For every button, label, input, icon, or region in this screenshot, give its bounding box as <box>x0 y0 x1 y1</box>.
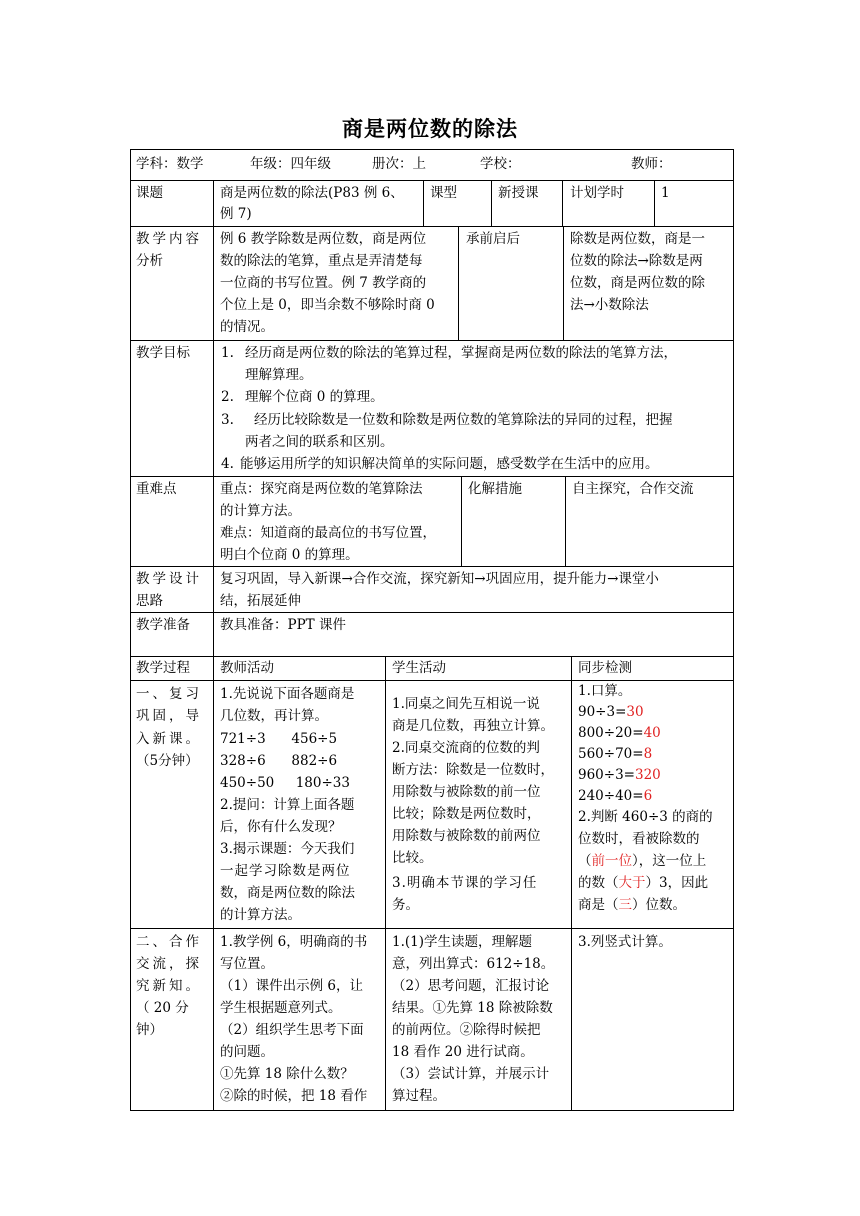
teacher-activity: ①先算 18 除什么数？ <box>220 1066 354 1082</box>
col-divider <box>654 180 655 226</box>
difficulty-text: 明白个位商 0 的算理。 <box>220 547 359 563</box>
teacher-activity: 721÷3 456÷5 <box>220 731 338 747</box>
stage-text: 巩固，导 <box>136 708 202 724</box>
analysis-label: 教学内容 <box>136 231 202 247</box>
difficulty-text: 的计算方法。 <box>220 503 301 519</box>
teacher-activity: 写位置。 <box>220 956 274 972</box>
judge-text: （前一位），这一位上 <box>578 853 707 869</box>
teacher-activity: 1.教学例 6，明确商的书 <box>220 934 368 950</box>
student-activity: 结果。①先算 18 除被除数 <box>392 1000 553 1016</box>
hours-value: 1 <box>661 185 670 201</box>
teacher-activity: 的计算方法。 <box>220 907 301 923</box>
row-divider <box>130 928 734 929</box>
teacher-activity: 450÷50 180÷33 <box>220 775 350 791</box>
analysis-text: 的情况。 <box>220 319 274 335</box>
stage-text: 入新课。 <box>136 731 202 747</box>
link-text: 除数是两位数，商是一 <box>570 231 705 247</box>
student-activity: 的前两位。②除得时候把 <box>392 1022 541 1038</box>
process-header: 教学过程 <box>136 660 190 676</box>
goal-number: 1. <box>221 345 234 361</box>
teacher-activity: （2）组织学生思考下面 <box>220 1022 364 1038</box>
col-divider <box>461 476 462 566</box>
judge-text: 的数（大于）3，因此 <box>578 875 709 891</box>
goal-text: 两者之间的联系和区别。 <box>245 434 394 450</box>
analysis-text: 数的除法的笔算，重点是弄清楚每 <box>220 253 423 269</box>
teacher-activity: 数，商是两位数的除法 <box>220 885 355 901</box>
link-text: 位数的除法→除数是两 <box>570 253 703 269</box>
calc-answer: 320 <box>634 767 661 783</box>
student-activity: 比较。 <box>392 850 433 866</box>
teacher-activity: 1.先说说下面各题商是 <box>220 686 355 702</box>
stage-text: 究新知。 <box>136 978 202 994</box>
student-activity: 18 看作 20 进行试商。 <box>392 1044 534 1060</box>
row-divider <box>130 226 734 227</box>
page-title: 商是两位数的除法 <box>342 116 518 141</box>
teacher-field: 教师： <box>631 156 672 172</box>
row-divider <box>130 476 734 477</box>
analysis-label: 分析 <box>136 253 163 269</box>
goal-text: 经历比较除数是一位数和除数是两位数的笔算除法的异同的过程，把握 <box>254 412 673 428</box>
calc-item <box>578 785 652 807</box>
calc-item <box>578 743 652 765</box>
student-activity: （2）思考问题，汇报讨论 <box>392 978 550 994</box>
process-header: 同步检测 <box>578 660 632 676</box>
student-activity: 算过程。 <box>392 1088 446 1104</box>
design-label: 教学设计 <box>136 571 202 587</box>
student-activity: 1.同桌之间先互相说一说 <box>392 696 540 712</box>
student-activity: 意，列出算式：612÷18。 <box>392 956 555 972</box>
difficulty-label: 重难点 <box>136 481 177 497</box>
answer-three: 三 <box>618 897 632 913</box>
col-divider <box>491 180 492 226</box>
goal-number: 4. <box>221 456 234 472</box>
goals-label: 教学目标 <box>136 345 190 361</box>
stage-text: 钟） <box>136 1022 163 1038</box>
col-divider <box>423 180 424 226</box>
goal-number: 2. <box>221 389 234 405</box>
calc-answer: 8 <box>643 746 653 762</box>
design-text: 结，拓展延伸 <box>220 593 301 609</box>
col-divider <box>563 226 564 340</box>
stage-text: 一、复习 <box>136 686 202 702</box>
prep-text: 教具准备：PPT 课件 <box>220 617 346 633</box>
row-divider <box>130 340 734 341</box>
teacher-activity: 学生根据题意列式。 <box>220 1000 342 1016</box>
row-divider <box>130 680 734 681</box>
teacher-activity: ②除的时候，把 18 看作 <box>220 1088 368 1104</box>
calc-expr: 240÷40= <box>578 788 644 804</box>
student-activity: 用除数与被除数的前两位 <box>392 828 541 844</box>
student-activity: 2.同桌交流商的位数的判 <box>392 740 540 756</box>
student-activity: 3.明确本节课的学习任 <box>392 875 538 891</box>
type-value: 新授课 <box>498 185 539 201</box>
teacher-activity: 后，你有什么发现？ <box>220 819 342 835</box>
measure-value: 自主探究，合作交流 <box>572 481 694 497</box>
subject-field: 学科：数学 <box>136 156 204 172</box>
analysis-text: 例 6 教学除数是两位数，商是两位 <box>220 231 427 247</box>
col-divider <box>565 476 566 566</box>
topic-label: 课题 <box>136 185 163 201</box>
check-title: 1.口算。 <box>578 683 632 699</box>
goal-text: 理解个位商 0 的算理。 <box>245 389 384 405</box>
analysis-text: 一位商的书写位置。例 7 教学商的 <box>220 275 427 291</box>
calc-item <box>578 701 644 723</box>
student-activity: 1.(1)学生读题，理解题 <box>392 934 533 950</box>
topic-value: 例 7) <box>220 206 252 222</box>
teacher-activity: 3.揭示课题：今天我们 <box>220 841 355 857</box>
col-divider <box>562 180 563 226</box>
calc-item <box>578 764 661 786</box>
design-text: 复习巩固，导入新课→合作交流，探究新知→巩固应用，提升能力→课堂小 <box>220 571 659 587</box>
col-divider <box>213 180 214 1111</box>
school-field: 学校： <box>480 156 521 172</box>
check-text: 3.列竖式计算。 <box>578 934 672 950</box>
calc-expr: 960÷3= <box>578 767 635 783</box>
student-activity: 商是几位数，再独立计算。 <box>392 718 554 734</box>
calc-answer: 40 <box>643 725 661 741</box>
process-header: 学生活动 <box>392 660 446 676</box>
answer-first-digit: 前一位 <box>591 853 632 869</box>
calc-expr: 800÷20= <box>578 725 644 741</box>
topic-value: 商是两位数的除法(P83 例 6、 <box>220 185 404 201</box>
judge-text: 商是（三）位数。 <box>578 897 686 913</box>
calc-answer: 30 <box>626 704 644 720</box>
difficulty-text: 重点：探究商是两位数的笔算除法 <box>220 481 423 497</box>
col-divider <box>385 656 386 1111</box>
goal-text: 能够运用所学的知识解决简单的实际问题，感受数学在生活中的应用。 <box>240 456 659 472</box>
difficulty-text: 难点：知道商的最高位的书写位置， <box>220 525 436 541</box>
answer-greater: 大于 <box>618 875 646 891</box>
calc-answer: 6 <box>643 788 653 804</box>
teacher-activity: 一起学习除数是两位 <box>220 863 351 879</box>
teacher-activity: 几位数，再计算。 <box>220 708 328 724</box>
col-divider <box>458 226 459 340</box>
volume-field: 册次：上 <box>372 156 426 172</box>
judge-text: 位数时，看被除数的 <box>578 831 700 847</box>
teacher-activity: 2.提问：计算上面各题 <box>220 797 355 813</box>
teacher-activity: 328÷6 882÷6 <box>220 753 338 769</box>
calc-item <box>578 722 661 744</box>
judge-text: 2.判断 460÷3 的商的 <box>578 809 713 825</box>
student-activity: 务。 <box>392 897 419 913</box>
analysis-text: 个位上是 0，即当余数不够除时商 0 <box>220 297 435 313</box>
goal-text: 经历商是两位数的除法的笔算过程，掌握商是两位数的除法的笔算方法， <box>245 345 677 361</box>
stage-text: 二、合作 <box>136 934 202 950</box>
student-activity: 比较；除数是两位数时， <box>392 806 541 822</box>
hours-label: 计划学时 <box>570 185 624 201</box>
measure-label: 化解措施 <box>468 481 522 497</box>
type-label: 课型 <box>430 185 457 201</box>
prep-label: 教学准备 <box>136 617 190 633</box>
student-activity: （3）尝试计算，并展示计 <box>392 1066 550 1082</box>
teacher-activity: 的问题。 <box>220 1044 274 1060</box>
row-divider <box>130 566 734 567</box>
goal-number: 3. <box>221 412 234 428</box>
calc-expr: 90÷3= <box>578 704 627 720</box>
grade-field: 年级：四年级 <box>250 156 331 172</box>
goal-text: 理解算理。 <box>245 367 313 383</box>
teacher-activity: （1）课件出示例 6，让 <box>220 978 363 994</box>
student-activity: 用除数与被除数的前一位 <box>392 784 541 800</box>
row-divider <box>130 180 734 181</box>
stage-text: 交流，探 <box>136 956 202 972</box>
calc-expr: 560÷70= <box>578 746 644 762</box>
design-label: 思路 <box>136 593 163 609</box>
col-divider <box>571 656 572 1111</box>
stage-text: （5分钟） <box>136 753 199 769</box>
process-header: 教师活动 <box>220 660 274 676</box>
link-text: 法→小数除法 <box>570 297 649 313</box>
link-text: 位数，商是两位数的除 <box>570 275 705 291</box>
student-activity: 断方法：除数是一位数时， <box>392 762 554 778</box>
stage-text: （ 20 分 <box>136 1000 189 1016</box>
row-divider <box>130 612 734 613</box>
link-label: 承前启后 <box>466 231 520 247</box>
